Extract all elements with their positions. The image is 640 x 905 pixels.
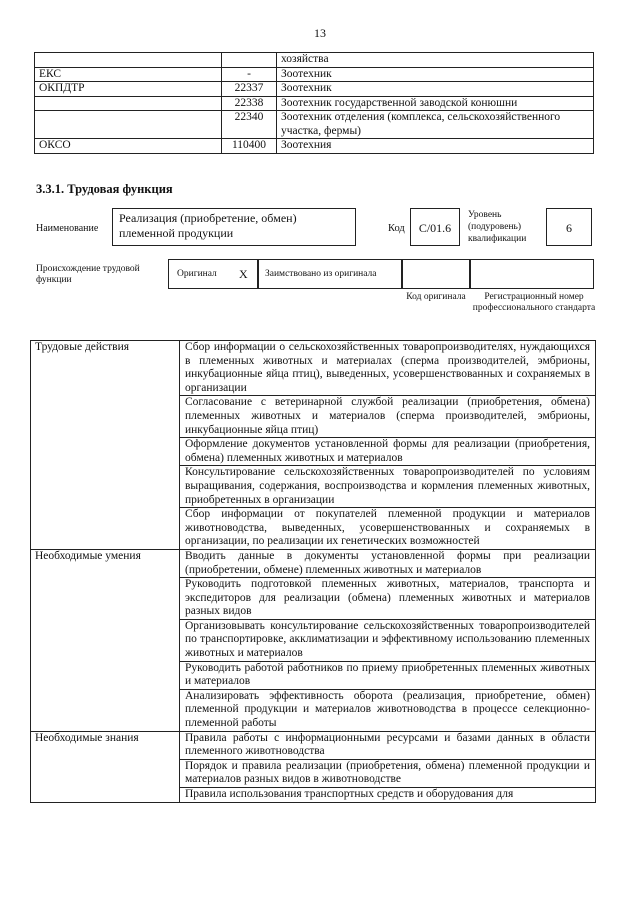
description-cell: Организовывать консультирование сельскохозяйственных товаропроизводителей по транспортировке, акклиматизации и эффективному использованию племенных животных и материалов <box>180 619 596 661</box>
description-cell: Вводить данные в документы установленной формы при реализации (приобретении, обмене) племенных животных и материалов <box>180 549 596 577</box>
description-cell: Сбор информации от покупателей племенной продукции и материалов животноводства, выведенных, усовершенствованных и сохраняемых в организации, по реализации их генетических возможностей <box>180 508 596 550</box>
labor-function-table <box>30 340 596 803</box>
page-number: 13 <box>314 26 326 40</box>
level-label: Уровень (подуровень) квалификации <box>468 210 527 244</box>
description-cell: Руководить подготовкой племенных животных, материалов, транспорта и экспедиторов для реализации (обмена) племенных животных и материалов разных видов <box>180 578 596 620</box>
codes-code-cell: 22337 <box>222 82 277 97</box>
name-label: Наименование <box>36 223 99 234</box>
reg-number-cell <box>470 259 594 289</box>
codes-name-cell: ЕКС <box>35 67 222 82</box>
codes-row <box>35 82 594 97</box>
codes-title-cell: Зоотехния <box>277 139 594 154</box>
category-cell: Необходимые знания <box>31 731 180 802</box>
category-cell: Трудовые действия <box>31 341 180 550</box>
codes-name-cell: ОКСО <box>35 139 222 154</box>
codes-title-cell: Зоотехник государственной заводской конюшни <box>277 96 594 111</box>
function-row <box>31 549 596 577</box>
codes-row <box>35 139 594 154</box>
codes-table <box>34 52 594 154</box>
codes-code-cell: 22338 <box>222 96 277 111</box>
section-heading: 3.3.1. Трудовая функция <box>36 182 173 196</box>
codes-title-cell: Зоотехник отделения (комплекса, сельскохозяйственного участка, фермы) <box>277 111 594 139</box>
function-name: Реализация (приобретение, обмен) племенной продукции <box>119 211 297 240</box>
code-label: Код <box>388 223 405 234</box>
reg-number-caption: Регистрационный номер профессионального стандарта <box>472 292 596 313</box>
codes-code-cell: 22340 <box>222 111 277 139</box>
description-cell: Порядок и правила реализации (приобретения, обмена) племенной продукции и материалов разных видов в животноводстве <box>180 759 596 787</box>
category-cell: Необходимые умения <box>31 549 180 731</box>
original-mark: X <box>239 267 248 281</box>
description-cell: Руководить работой работников по приему приобретенных племенных животных и материалов <box>180 661 596 689</box>
codes-row <box>35 96 594 111</box>
codes-row <box>35 67 594 82</box>
level-value: 6 <box>546 208 592 246</box>
description-cell: Согласование с ветеринарной службой реализации (приобретения, обмена) племенных животных и материалов (спермa производителей, эмбрионы, инкубационные яйца птиц) <box>180 396 596 438</box>
codes-title-cell: Зоотехник <box>277 82 594 97</box>
codes-row <box>35 53 594 68</box>
codes-title-cell: хозяйства <box>277 53 594 68</box>
codes-name-cell <box>35 53 222 68</box>
codes-name-cell <box>35 111 222 139</box>
codes-title-cell: Зоотехник <box>277 67 594 82</box>
description-cell: Анализировать эффективность оборота (реализация, приобретение, обмен) племенной продукции и материалов животноводства в процессе селекционно-племенной работы <box>180 689 596 731</box>
borrowed-cell <box>258 259 402 289</box>
function-row <box>31 731 596 759</box>
description-cell: Правила использования транспортных средств и оборудования для <box>180 788 596 803</box>
description-cell: Оформление документов установленной формы для реализации (приобретения, обмена) племенных животных и материалов <box>180 438 596 466</box>
codes-row <box>35 111 594 139</box>
original-code-cell <box>402 259 470 289</box>
codes-name-cell: ОКПДТР <box>35 82 222 97</box>
description-cell: Сбор информации о сельскохозяйственных товаропроизводителях, нуждающихся в племенных животных и материалах (спермa производителей, эмбрионы, инкубационные яйца птиц), выведенных, усовершенствованных и сохраняемых в организации <box>180 341 596 396</box>
codes-code-cell <box>222 53 277 68</box>
original-label: Оригинал <box>177 269 217 279</box>
description-cell: Консультирование сельскохозяйственных товаропроизводителей по условиям выращивания, содержания, воспроизводства и кормления племенных животных, приобретенных в организации <box>180 466 596 508</box>
codes-code-cell: 110400 <box>222 139 277 154</box>
original-cell <box>168 259 258 289</box>
codes-code-cell: - <box>222 67 277 82</box>
original-code-caption: Код оригинала <box>406 292 466 302</box>
borrowed-label: Заимствовано из оригинала <box>265 269 377 279</box>
function-name-box <box>112 208 356 246</box>
description-cell: Правила работы с информационными ресурсами и базами данных в области племенного животноводства <box>180 731 596 759</box>
function-row <box>31 341 596 396</box>
origin-label: Происхождение трудовой функции <box>36 264 140 285</box>
code-value: C/01.6 <box>410 208 460 246</box>
codes-name-cell <box>35 96 222 111</box>
